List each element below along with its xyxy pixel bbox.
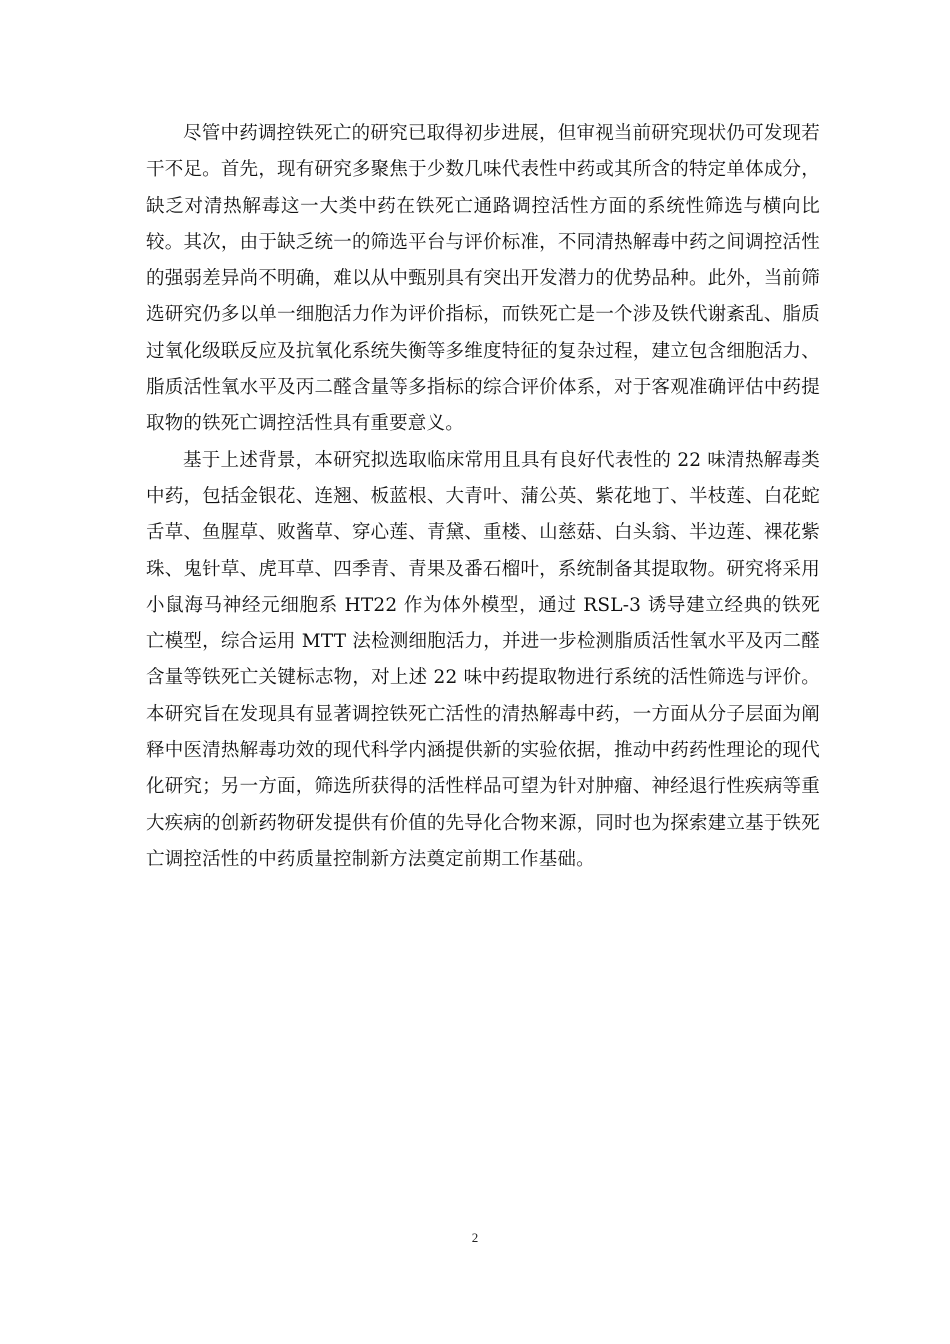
page-number: 2 (471, 1230, 479, 1245)
paragraph-research-gaps: 尽管中药调控铁死亡的研究已取得初步进展，但审视当前研究现状仍可发现若干不足。首先，现有研究多聚焦于少数几味代表性中药或其所含的特定单体成分，缺乏对清热解毒这一大类中药在铁死亡通路调控活性方面的系统性筛选与横向比较。其次，由于缺乏统一的筛选平台与评价标准，不同清热解毒中药之间调控活性的强弱差异尚不明确，难以从中甄别具有突出开发潜力的优势品种。此外，当前筛选研究仍多以单一细胞活力作为评价指标，而铁死亡是一个涉及铁代谢紊乱、脂质过氧化级联反应及抗氧化系统失衡等多维度特征的复杂过程，建立包含细胞活力、脂质活性氧水平及丙二醛含量等多指标的综合评价体系，对于客观准确评估中药提取物的铁死亡调控活性具有重要意义。 (146, 123, 820, 435)
body-text (146, 116, 820, 878)
paragraph-research-plan: 基于上述背景，本研究拟选取临床常用且具有良好代表性的 22 味清热解毒类中药，包括金银花、连翘、板蓝根、大青叶、蒲公英、紫花地丁、半枝莲、白花蛇舌草、鱼腥草、败酱草、穿心莲、青黛、重楼、山慈菇、白头翁、半边莲、裸花紫珠、鬼针草、虎耳草、四季青、青果及番石榴叶，系统制备其提取物。研究将采用小鼠海马神经元细胞系 HT22 作为体外模型，通过 RSL-3 诱导建立经典的铁死亡模型，综合运用 MTT 法检测细胞活力，并进一步检测脂质活性氧水平及丙二醛含量等铁死亡关键标志物，对上述 22 味中药提取物进行系统的活性筛选与评价。本研究旨在发现具有显著调控铁死亡活性的清热解毒中药，一方面从分子层面为阐释中医清热解毒功效的现代科学内涵提供新的实验依据，推动中药药性理论的现代化研究；另一方面，筛选所获得的活性样品可望为针对肿瘤、神经退行性疾病等重大疾病的创新药物研发提供有价值的先导化合物来源，同时也为探索建立基于铁死亡调控活性的中药质量控制新方法奠定前期工作基础。 (146, 449, 820, 870)
